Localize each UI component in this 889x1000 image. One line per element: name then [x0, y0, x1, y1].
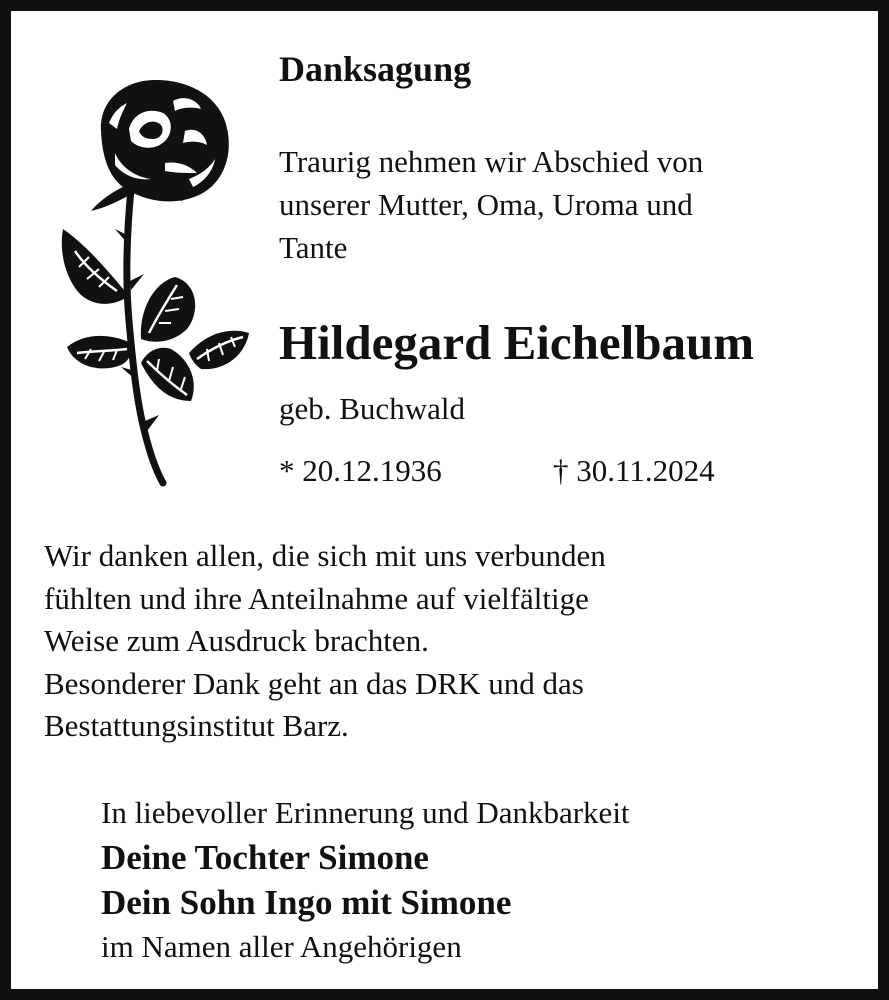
birth-date: * 20.12.1936 — [279, 453, 442, 488]
closing-outro: im Namen aller Angehörigen — [101, 929, 462, 964]
closing-intro: In liebevoller Erinnerung und Dankbarkeit — [101, 795, 630, 830]
deceased-name: Hildegard Eichelbaum — [279, 315, 755, 370]
rose-icon — [49, 71, 259, 491]
intro-line: Traurig nehmen wir Abschied von — [279, 144, 704, 179]
thanks-line: Wir danken allen, die sich mit uns verbunden — [44, 538, 606, 573]
mourner-name: Dein Sohn Ingo mit Simone — [101, 883, 512, 922]
thanks-text — [44, 535, 864, 748]
death-date: † 30.11.2024 — [553, 453, 715, 488]
maiden-name: geb. Buchwald — [279, 391, 465, 426]
intro-line: Tante — [279, 230, 348, 265]
thanks-line: Bestattungsinstitut Barz. — [44, 708, 349, 743]
thanks-line: Besonderer Dank geht an das DRK und das — [44, 665, 584, 701]
closing-block — [101, 791, 861, 969]
intro-text — [279, 140, 839, 269]
mourner-name: Deine Tochter Simone — [101, 838, 429, 877]
thanks-line: fühlten und ihre Anteilnahme auf vielfältige — [44, 580, 589, 616]
notice-heading: Danksagung — [279, 49, 472, 89]
intro-line: unserer Mutter, Oma, Uroma und — [279, 187, 693, 222]
thanks-line: Weise zum Ausdruck brachten. — [44, 623, 429, 658]
